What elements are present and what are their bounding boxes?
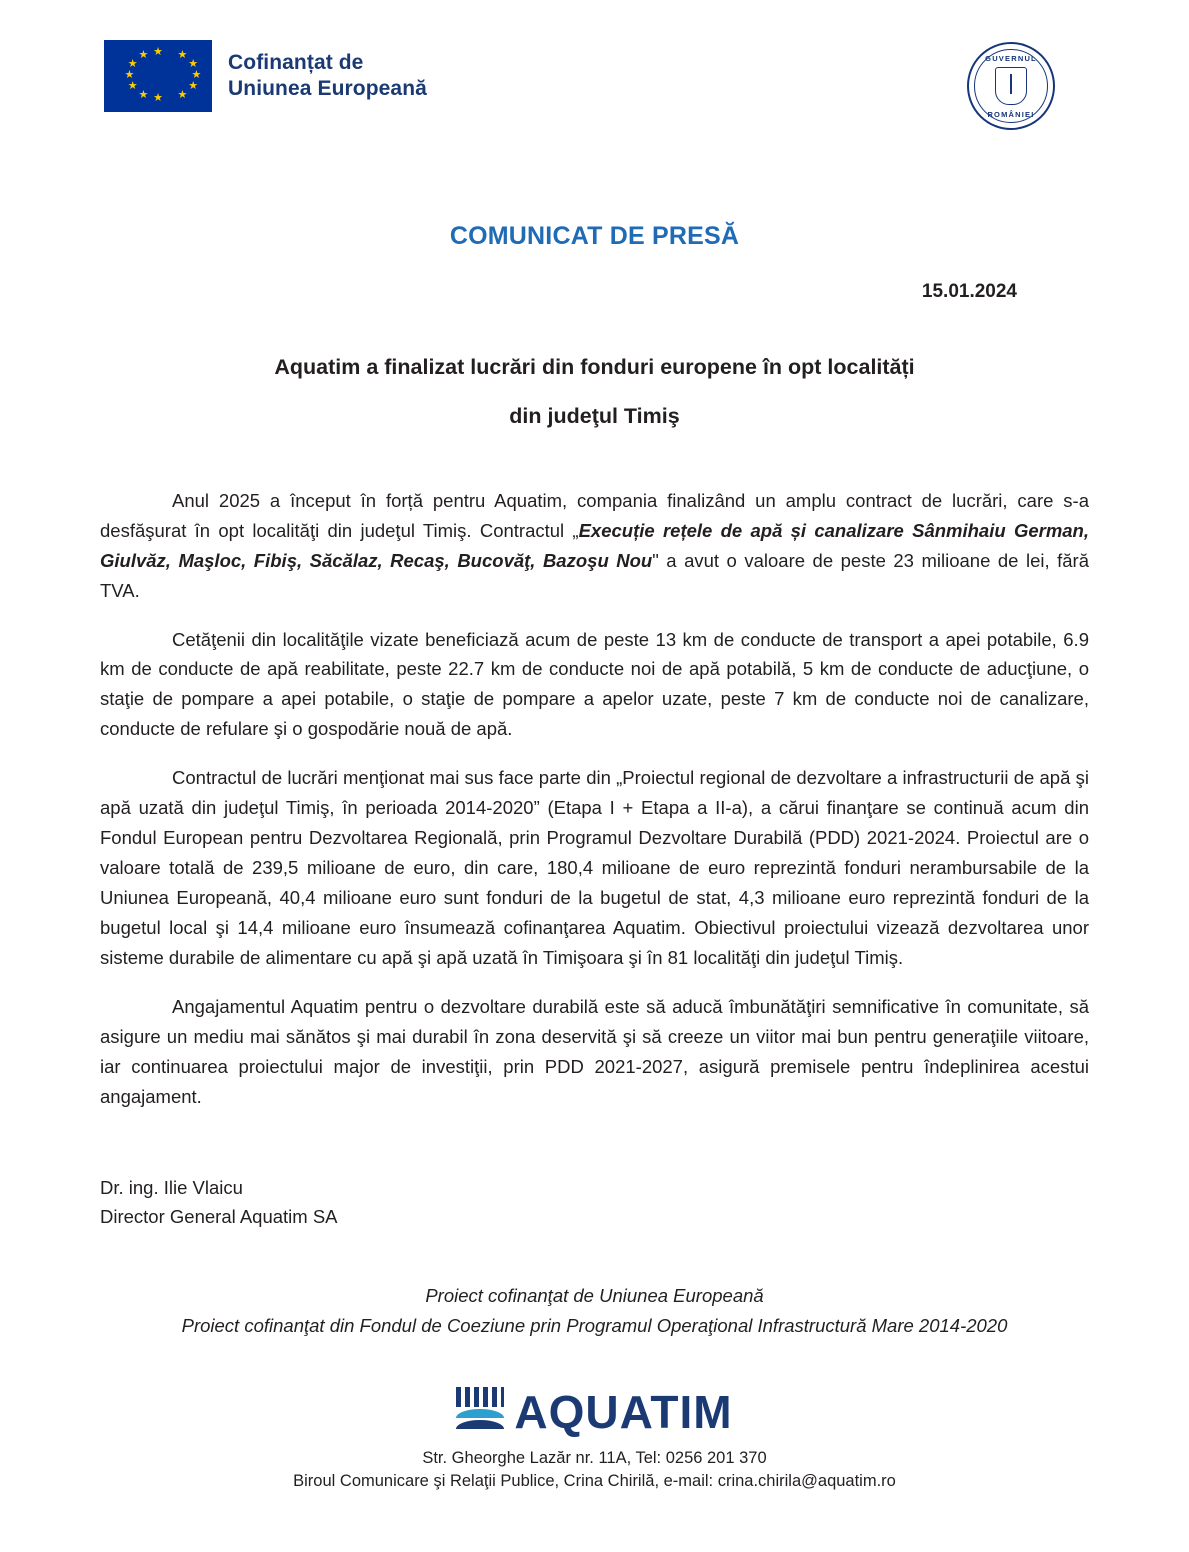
document-type-heading: COMUNICAT DE PRESĂ xyxy=(449,222,740,250)
seal-bottom-text: ROMÂNIEI xyxy=(987,110,1035,119)
eu-logo-line2: Uniunea Europeană xyxy=(228,77,427,100)
funding-note-line2: Proiect cofinanţat din Fondul de Coeziune prin Programul Operaţional Infrastructură Mare 2014-2020 xyxy=(181,1314,1008,1336)
aquatim-wordmark: AQUATIM xyxy=(514,1385,733,1438)
eu-flag-icon: ★ ★ ★ ★ ★ ★ ★ ★ ★ ★ ★ ★ xyxy=(104,40,212,112)
document-footer xyxy=(100,1387,1089,1517)
funding-note-line1: Proiect cofinanţat de Uniunea Europeană xyxy=(425,1285,764,1307)
page-title-line2: din judeţul Timiş xyxy=(509,404,680,429)
footer-contact: Biroul Comunicare şi Relaţii Publice, Crina Chirilă, e-mail: crina.chirila@aquatim.ro xyxy=(293,1471,896,1490)
paragraph-4: Angajamentul Aquatim pentru o dezvoltare durabilă este să aducă îmbunătăţiri semnificative în comunitate, să asigure un mediu mai sănătos şi mai durabil în zona deservită şi să creeze un viitor mai bun pentru generaţiile viitoare, iar continuarea proiectului major de investiţii, prin PDD 2021-2027, asigură premisele pentru îndeplinirea acestui angajament. xyxy=(100,996,1089,1108)
footer-address: Str. Gheorghe Lazăr nr. 11A, Tel: 0256 201 370 xyxy=(422,1448,767,1467)
contract-name-emphasis: Execuție rețele de apă și canalizare Sânmihaiu German, Giulvăz, Maşloc, Fibiş, Săcălaz, Recaş, Bucovăţ, Bazoşu Nou xyxy=(100,519,1089,571)
paragraph-2: Cetăţenii din localităţile vizate beneficiază acum de peste 13 km de conducte de transport a apei potabile, 6.9 km de conducte de apă reabilitate, peste 22.7 km de conducte noi de apă potabilă, 5 km de conducte de aducţiune, o staţie de pompare a apei potabile, o staţie de pompare a apelor uzate, peste 7 km de conducte noi de canalizare, conducte de refulare şi o gospodărie nouă de apă. xyxy=(100,628,1089,740)
paragraph-1-part2: " a avut o valoare de peste 23 milioane de lei, fără TVA. xyxy=(100,549,1089,601)
government-of-romania-seal-icon xyxy=(967,42,1055,130)
document-date: 15.01.2024 xyxy=(921,281,1017,302)
eu-cofunding-logo xyxy=(104,40,427,112)
page-title xyxy=(100,351,1089,434)
signature-block xyxy=(100,1174,1089,1231)
page-title-line1: Aquatim a finalizat lucrări din fonduri europene în opt localități xyxy=(274,355,915,379)
aquatim-logo xyxy=(100,1387,1089,1437)
aquatim-mark-icon xyxy=(456,1387,504,1437)
document-body xyxy=(100,486,1089,1112)
seal-crest-icon xyxy=(995,67,1027,105)
paragraph-1-part1: Anul 2025 a început în forță pentru Aquatim, compania finalizând un amplu contract de lucrări, care s-a desfăşurat în opt localităţi din judeţul Timiş. Contractul „ xyxy=(100,489,1089,541)
eu-logo-line1: Cofinanțat de xyxy=(228,50,364,74)
funding-note xyxy=(100,1281,1089,1340)
signatory-position: Director General Aquatim SA xyxy=(100,1205,338,1227)
paragraph-1 xyxy=(100,486,1089,606)
seal-top-text: GUVERNUL xyxy=(985,54,1037,63)
paragraph-3: Contractul de lucrări menţionat mai sus face parte din „Proiectul regional de dezvoltare a infrastructurii de apă şi apă uzată din judeţul Timiş, în perioada 2014-2020” (Etapa I + Etapa a II-a), a cărui finanţare se continuă acum din Fondul European pentru Dezvoltarea Regională, prin Programul Dezvoltare Durabilă (PDD) 2021-2024. Proiectul are o valoare totală de 239,5 milioane de euro, din care, 180,4 milioane de euro reprezintă fonduri nerambursabile de la Uniunea Europeană, 40,4 milioane euro sunt fonduri de la bugetul de stat, 4,3 milioane euro reprezintă fonduri de la bugetul local şi 14,4 milioane euro însumează cofinanţarea Aquatim. Obiectivul proiectului vizează dezvoltarea unor sisteme durabile de alimentare cu apă şi apă uzată în Timişoara şi în 81 localităţi din judeţul Timiş. xyxy=(100,767,1089,969)
eu-logo-text xyxy=(228,50,427,103)
signatory-name: Dr. ing. Ilie Vlaicu xyxy=(100,1177,243,1199)
document-header xyxy=(100,40,1089,150)
